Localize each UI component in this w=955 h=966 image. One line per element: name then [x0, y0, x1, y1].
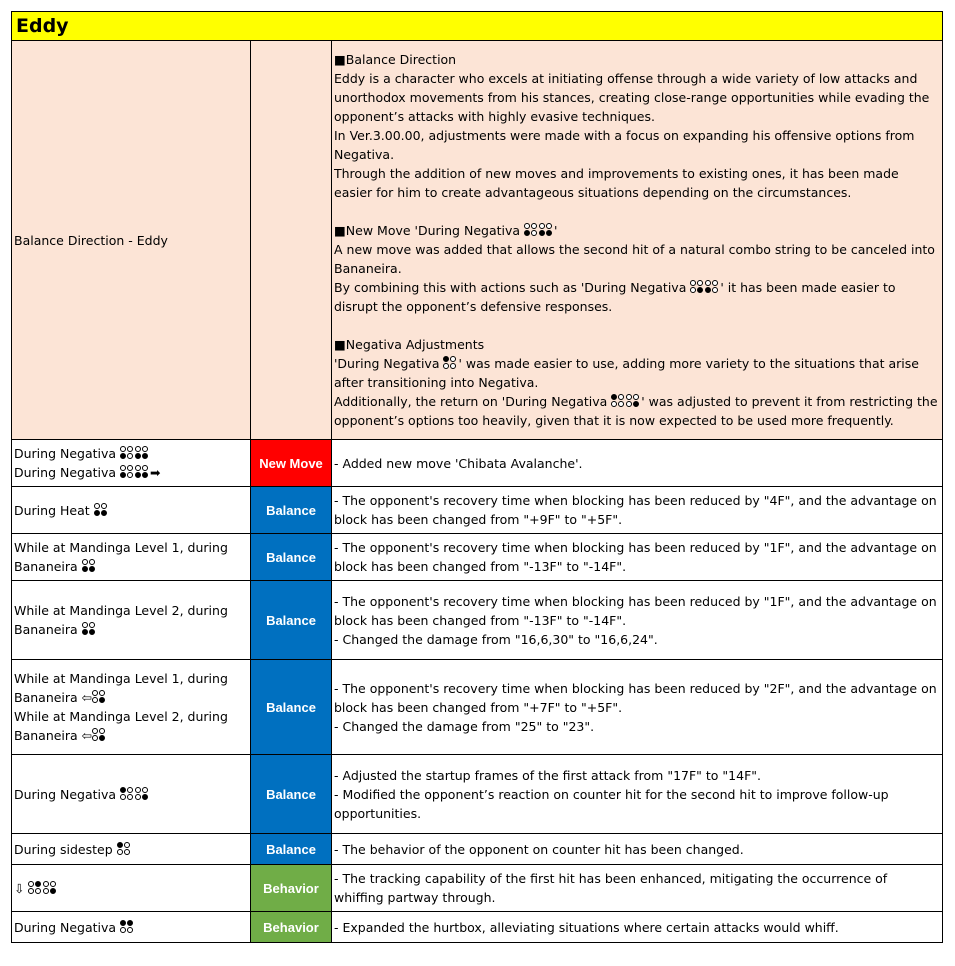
button-4-icon: [135, 787, 149, 801]
move-name: [12, 534, 251, 581]
change-type-badge: Balance: [251, 755, 332, 834]
paragraph: A new move was added that allows the second hit of a natural combo string to be canceled into Bananeira.: [334, 242, 935, 276]
move-line: Bananeira: [14, 557, 248, 576]
change-row: [12, 912, 943, 943]
paragraph: Additionally, the return on 'During Negativa ' was adjusted to prevent it from restricting the opponent’s options too heavily, given that it is now expected to be used more frequently.: [334, 394, 938, 428]
move-name: [12, 660, 251, 755]
arrow-right-icon: ➡: [150, 465, 161, 480]
button-3-icon: [120, 465, 134, 479]
move-line: Bananeira: [14, 620, 248, 639]
change-type-badge: Balance: [251, 834, 332, 865]
change-type-badge: Behavior: [251, 865, 332, 912]
button-2-icon: [28, 881, 42, 895]
change-line: - The opponent's recovery time when blocking has been reduced by "1F", and the advantage on block has been changed from "-13F" to "-14F".: [334, 593, 937, 628]
move-line: During Negativa: [14, 918, 248, 937]
change-type-badge: Balance: [251, 487, 332, 534]
button-3-icon: [120, 446, 134, 460]
move-line: During Negativa ➡: [14, 465, 161, 480]
change-row: [12, 534, 943, 581]
change-line: - Adjusted the startup frames of the first attack from "17F" to "14F".: [334, 767, 761, 783]
change-row: [12, 865, 943, 912]
change-description: [332, 581, 943, 660]
change-line: - The opponent's recovery time when blocking has been reduced by "2F", and the advantage on block has been changed from "+7F" to "+5F".: [334, 680, 937, 715]
paragraph: Eddy is a character who excels at initiating offense through a wide variety of low attacks and unorthodox movements from his stances, creating close-range opportunities while evading the opponent’s attacks with highly evasive techniques.: [334, 71, 930, 124]
section-heading: ■New Move 'During Negativa ': [334, 223, 558, 238]
paragraph: By combining this with actions such as 'During Negativa ' it has been made easier to disrupt the opponent’s defensive responses.: [334, 280, 896, 314]
paragraph: 'During Negativa ' was made easier to use, adding more variety to the situations that arise after transitioning into Negativa.: [334, 356, 919, 390]
change-type-badge: New Move: [251, 440, 332, 487]
move-name: [12, 755, 251, 834]
balance-direction-row: [12, 41, 943, 440]
patch-notes-table: [11, 11, 943, 943]
change-line: - The tracking capability of the first hit has been enhanced, mitigating the occurrence of whiffing partway through.: [334, 871, 888, 905]
move-name: [12, 912, 251, 943]
button-1-2-icon: [120, 920, 134, 934]
change-description: [332, 865, 943, 912]
change-description: [332, 834, 943, 865]
move-line: During sidestep: [14, 840, 248, 859]
move-line: During Heat: [14, 501, 248, 520]
button-3-4-icon: [82, 622, 96, 636]
change-description: [332, 912, 943, 943]
button-4-icon: [92, 728, 106, 742]
change-line: - Added new move 'Chibata Avalanche'.: [334, 455, 583, 471]
change-type-badge: Balance: [251, 534, 332, 581]
button-4-icon: [626, 394, 640, 408]
intro-description: [332, 41, 943, 440]
button-1-icon: [120, 787, 134, 801]
move-line: During Negativa: [14, 785, 248, 804]
button-3-4-icon: [94, 503, 108, 517]
move-line: ⇩: [14, 879, 248, 898]
button-1-icon: [117, 842, 131, 856]
change-line: - Expanded the hurtbox, alleviating situations where certain attacks would whiff.: [334, 919, 839, 935]
change-description: [332, 487, 943, 534]
change-description: [332, 755, 943, 834]
button-3-4-icon: [539, 223, 553, 237]
move-line: While at Mandinga Level 1, during: [14, 671, 228, 686]
change-type-badge: Balance: [251, 660, 332, 755]
section-heading: ■Balance Direction: [334, 52, 457, 67]
change-row: [12, 440, 943, 487]
button-3-icon: [705, 280, 719, 294]
move-name: [12, 865, 251, 912]
change-line: - The opponent's recovery time when blocking has been reduced by "1F", and the advantage on block has been changed from "-13F" to "-14F".: [334, 540, 937, 574]
move-line: While at Mandinga Level 2, during: [14, 709, 228, 724]
change-description: [332, 440, 943, 487]
change-line: - The behavior of the opponent on counter hit has been changed.: [334, 841, 744, 857]
button-4-icon: [92, 690, 106, 704]
move-name: [12, 834, 251, 865]
change-line: - Modified the opponent’s reaction on counter hit for the second hit to improve follow-up opportunities.: [334, 786, 889, 821]
paragraph: Through the addition of new moves and improvements to existing ones, it has been made easier for him to create advantageous situations depending on the circumstances.: [334, 166, 899, 200]
change-type-badge: Behavior: [251, 912, 332, 943]
move-name: [12, 487, 251, 534]
move-line: While at Mandinga Level 1, during: [14, 540, 228, 555]
character-title: Eddy: [12, 12, 943, 41]
move-line: During Negativa: [14, 444, 248, 463]
change-type-badge: Balance: [251, 581, 332, 660]
move-name: [12, 581, 251, 660]
move-line: While at Mandinga Level 2, during: [14, 603, 228, 618]
move-line: Bananeira ⇦: [14, 726, 248, 745]
button-1-icon: [611, 394, 625, 408]
intro-tag-cell: [251, 41, 332, 440]
button-1-icon: [443, 356, 457, 370]
button-4-icon: [690, 280, 704, 294]
button-3-4-icon: [135, 465, 149, 479]
paragraph: In Ver.3.00.00, adjustments were made with a focus on expanding his offensive options from Negativa.: [334, 128, 915, 162]
button-4-icon: [43, 881, 57, 895]
change-line: - The opponent's recovery time when blocking has been reduced by "4F", and the advantage on block has been changed from "+9F" to "+5F".: [334, 493, 937, 527]
change-row: [12, 660, 943, 755]
change-line: - Changed the damage from "25" to "23".: [334, 718, 595, 734]
button-3-4-icon: [135, 446, 149, 460]
change-row: [12, 755, 943, 834]
move-name: [12, 440, 251, 487]
button-3-4-icon: [82, 559, 96, 573]
change-row: [12, 834, 943, 865]
button-3-icon: [524, 223, 538, 237]
intro-label: Balance Direction - Eddy: [12, 41, 251, 440]
change-row: [12, 487, 943, 534]
change-line: - Changed the damage from "16,6,30" to "16,6,24".: [334, 631, 658, 647]
section-heading: ■Negativa Adjustments: [334, 337, 485, 352]
change-description: [332, 660, 943, 755]
move-line: Bananeira ⇦: [14, 688, 248, 707]
change-description: [332, 534, 943, 581]
change-row: [12, 581, 943, 660]
